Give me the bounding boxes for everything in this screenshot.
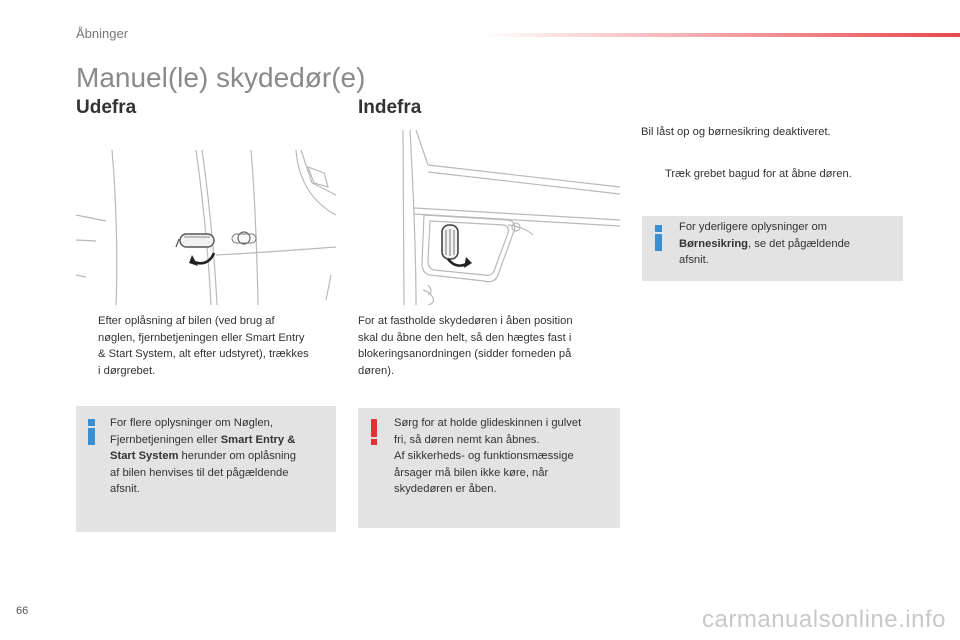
step-outside-line: i dørgrebet. [98, 364, 156, 377]
info-emphasis: Smart Entry & [220, 433, 296, 446]
step-outside-line: & Start System, alt efter udstyret), trækkes [98, 348, 309, 360]
info-line: For yderligere oplysninger om [679, 221, 827, 233]
info-line: afsnit. [679, 254, 709, 266]
right-intro: Bil låst op og børnesikring deaktiveret. [641, 126, 831, 138]
info-line-text: Fjernbetjeningen eller [110, 433, 221, 446]
section-label: Åbninger [76, 26, 129, 41]
warning-line: Sørg for at holde glideskinnen i gulvet [394, 417, 582, 429]
paragraph-inside-line: blokeringsanordningen (sidder forneden på [358, 348, 572, 360]
page-number: 66 [16, 605, 29, 617]
info-line-text: , se det pågældende [748, 237, 851, 250]
info-line [679, 236, 899, 253]
paragraph-inside-line: For at fastholde skydedøren i åben position [358, 315, 573, 327]
info-icon [655, 225, 663, 251]
paragraph-inside [358, 313, 608, 379]
info-line: afsnit. [110, 483, 140, 495]
warning-line: fri, så døren nemt kan åbnes. [394, 433, 540, 446]
heading-outside: Udefra [76, 97, 137, 118]
step-outside [98, 313, 338, 379]
illustration-inside-door-handle [358, 125, 620, 305]
info-line [110, 448, 332, 465]
step-right: Træk grebet bagud for at åbne døren. [665, 168, 852, 180]
heading-inside: Indefra [358, 97, 422, 118]
warning-text-inside [394, 415, 616, 498]
info-line-text: herunder om oplåsning [178, 450, 296, 462]
illustration-outside-door-handle [76, 145, 336, 305]
info-line: af bilen henvises til det pågældende [110, 466, 289, 479]
info-line [110, 432, 332, 449]
paragraph-inside-line: skal du åbne den helt, så den hægtes fast i [358, 331, 572, 344]
page-title: Manuel(le) skydedør(e) [76, 62, 366, 93]
warning-line: skydedøren er åben. [394, 483, 497, 495]
info-emphasis: Start System [110, 450, 179, 462]
info-text-outside [110, 415, 332, 498]
warning-line: årsager må bilen ikke køre, når [394, 466, 549, 479]
warning-icon [371, 419, 379, 445]
watermark: carmanualsonline.info [702, 606, 946, 633]
info-line: For flere oplysninger om Nøglen, [110, 417, 273, 429]
info-text-right [679, 219, 899, 269]
info-emphasis: Børnesikring [679, 237, 749, 250]
warning-line: Af sikkerheds- og funktionsmæssige [394, 450, 574, 462]
step-outside-line: nøglen, fjernbetjeningen eller Smart Entry [98, 331, 305, 344]
info-icon [88, 419, 96, 445]
paragraph-inside-line: døren). [358, 364, 395, 377]
step-outside-line: Efter oplåsning af bilen (ved brug af [98, 315, 275, 327]
header-accent-line [480, 33, 960, 37]
